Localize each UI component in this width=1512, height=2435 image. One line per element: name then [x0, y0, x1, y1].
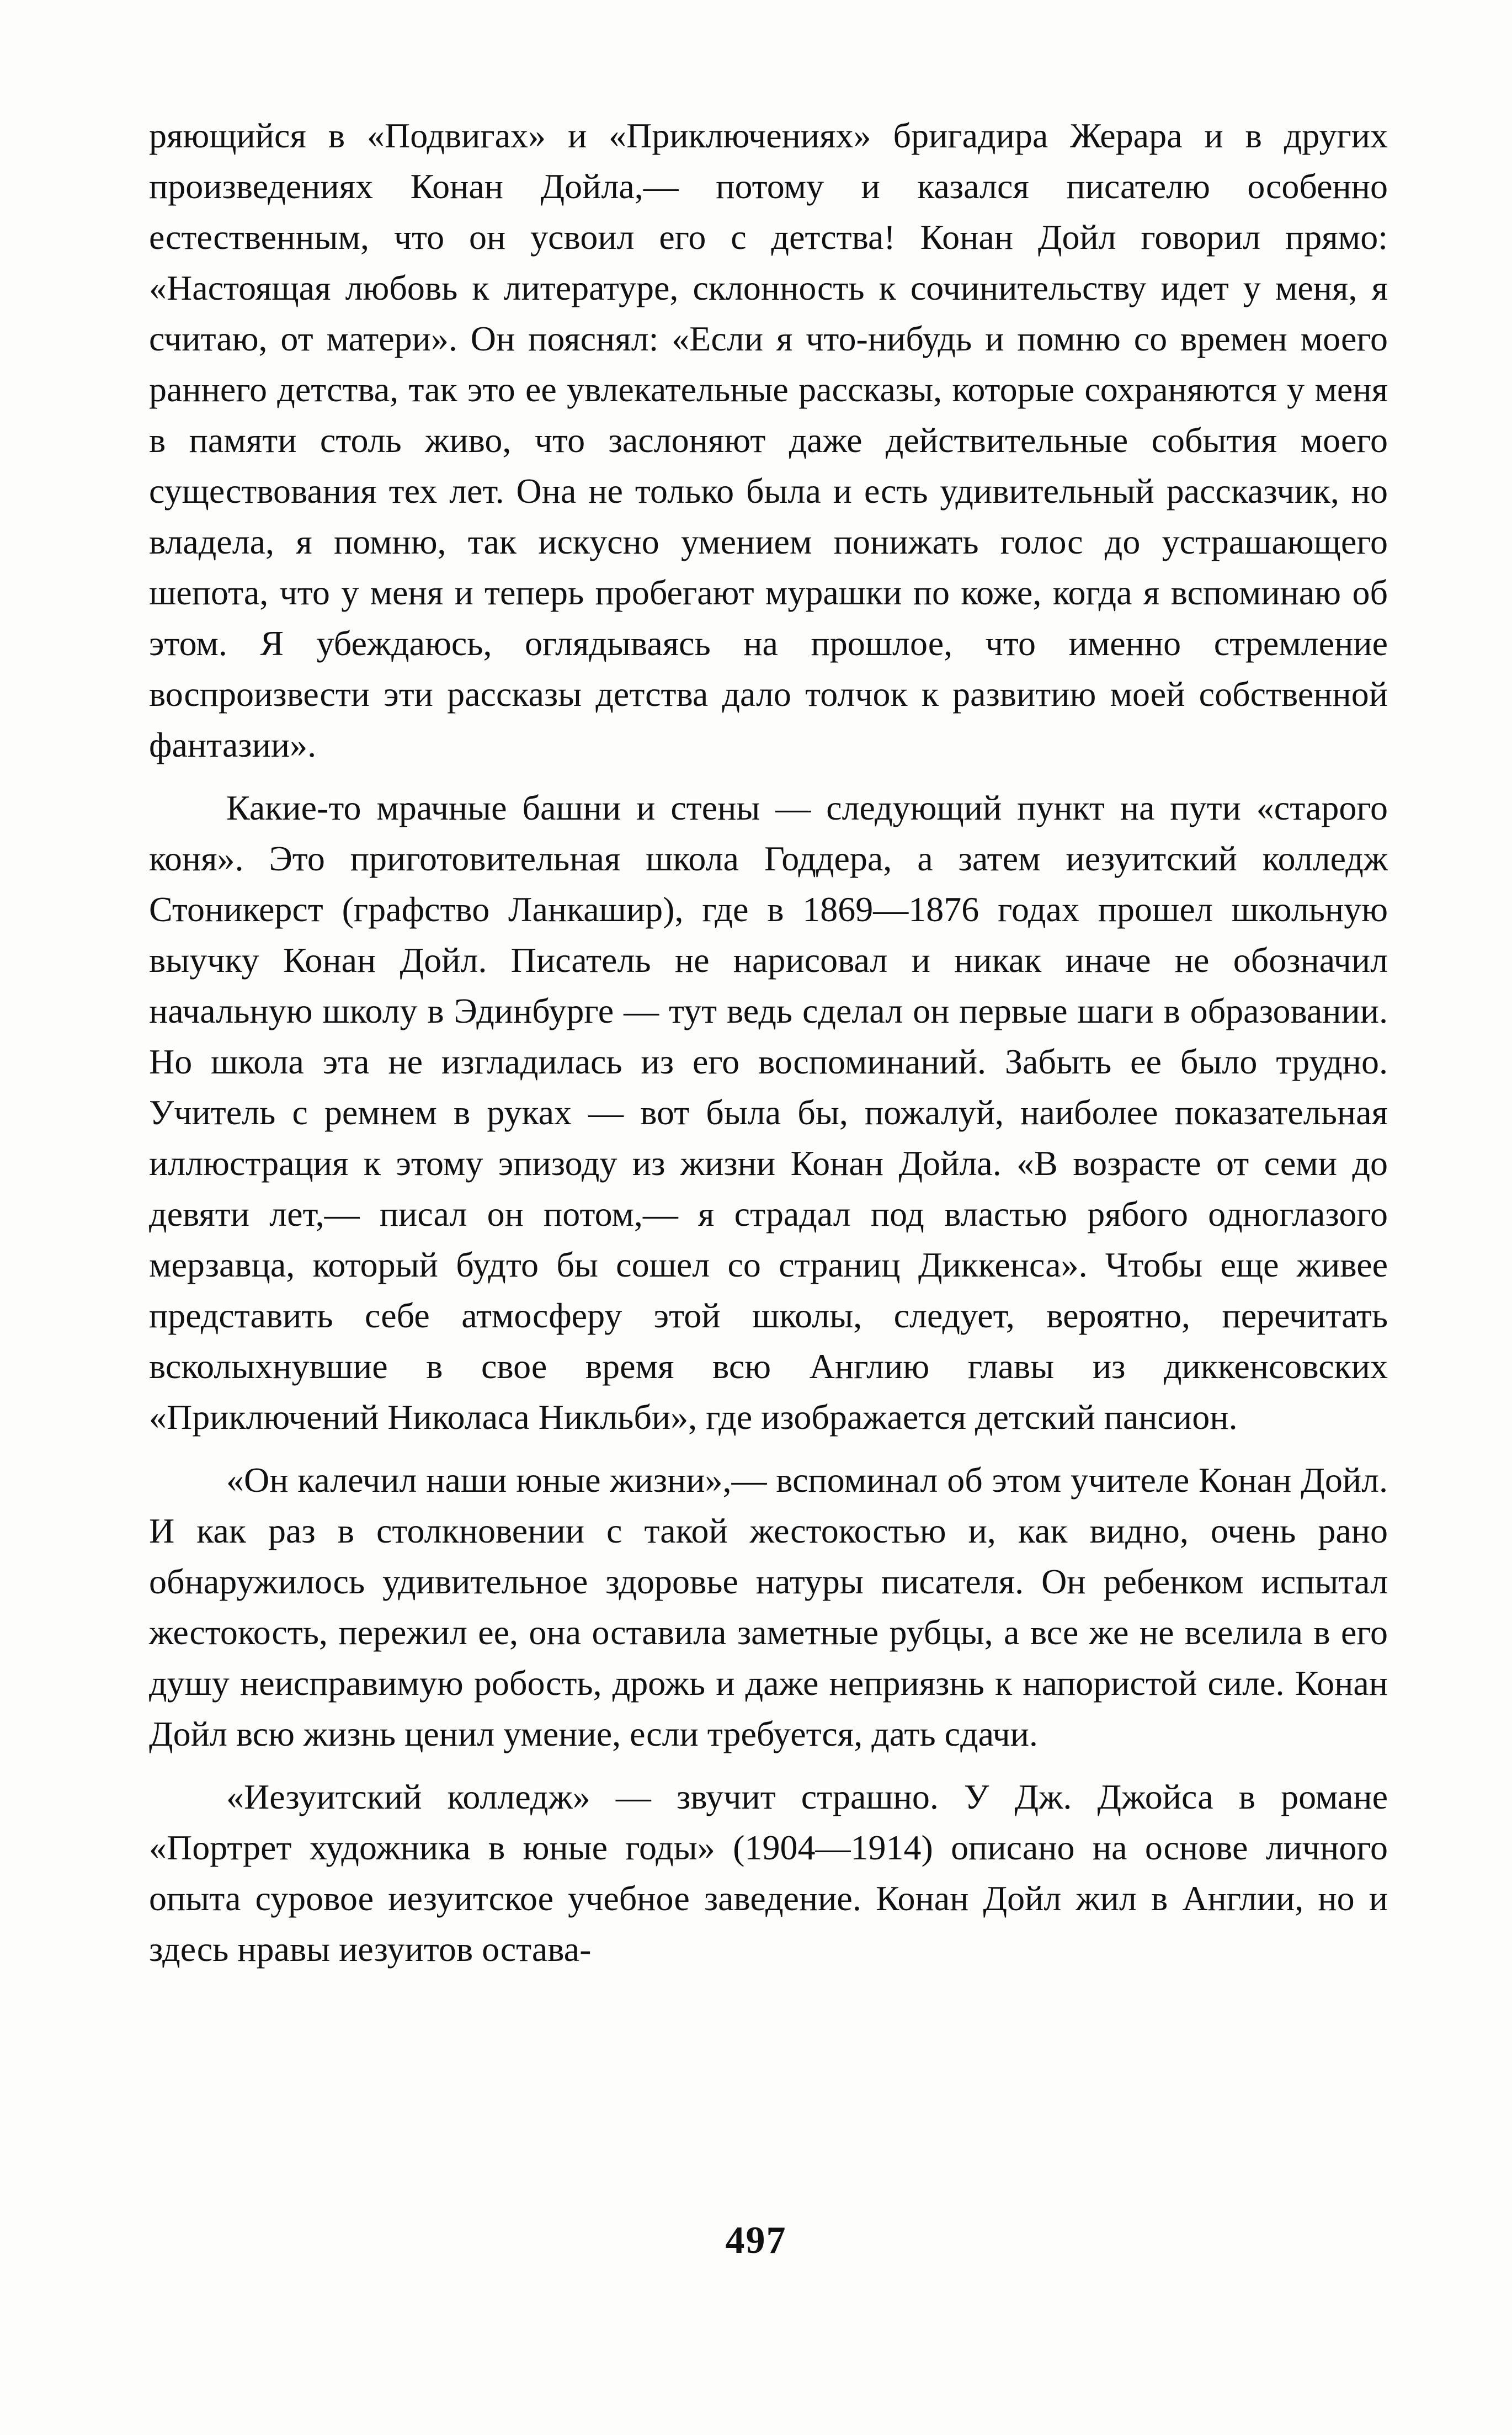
- paragraph-4: «Иезуитский колледж» — звучит страшно. У Дж. Джойса в романе «Портрет художника в юные годы» (1904—1914) описано на основе личного опыта суровое иезуитское учебное заведение. Конан Дойл жил в Англии, но и здесь нравы иезуитов остава-: [149, 1777, 1388, 1969]
- body-text: [149, 110, 1388, 1987]
- paragraph-1: ряющийся в «Подвигах» и «Приключениях» бригадира Жерара и в других произведениях Конан Дойла,— потому и казался писателю особенно естественным, что он усвоил его с детства! Конан Дойл говорил прямо: «Настоящая любовь к литературе, склонность к сочинительству идет у меня, я считаю, от матери». Он пояснял: «Если я что-нибудь и помню со времен моего раннего детства, так это ее увлекательные рассказы, которые сохраняются у меня в памяти столь живо, что заслоняют даже действительные события моего существования тех лет. Она не только была и есть удивительный рассказчик, но владела, я помню, так искусно умением понижать голос до устрашающего шепота, что у меня и теперь пробегают мурашки по коже, когда я вспоминаю об этом. Я убеждаюсь, оглядываясь на прошлое, что именно стремление воспроизвести эти рассказы детства дало толчок к развитию моей собственной фантазии».: [149, 116, 1388, 764]
- paragraph-3: «Он калечил наши юные жизни»,— вспоминал об этом учителе Конан Дойл. И как раз в столкновении с такой жестокостью и, как видно, очень рано обнаружилось удивительное здоровье натуры писателя. Он ребенком испытал жестокость, пережил ее, она оставила заметные рубцы, а все же не вселила в его душу неисправимую робость, дрожь и даже неприязнь к напористой силе. Конан Дойл всю жизнь ценил умение, если требуется, дать сдачи.: [149, 1460, 1388, 1753]
- page-number: 497: [725, 2219, 787, 2262]
- paragraph-2: Какие-то мрачные башни и стены — следующий пункт на пути «старого коня». Это приготовительная школа Годдера, а затем иезуитский колледж Стоникерст (графство Ланкашир), где в 1869—1876 годах прошел школьную выучку Конан Дойл. Писатель не нарисовал и никак иначе не обозначил начальную школу в Эдинбурге — тут ведь сделал он первые шаги в образовании. Но школа эта не изгладилась из его воспоминаний. Забыть ее было трудно. Учитель с ремнем в руках — вот была бы, пожалуй, наиболее показательная иллюстрация к этому эпизоду из жизни Конан Дойла. «В возрасте от семи до девяти лет,— писал он потом,— я страдал под властью рябого одноглазого мерзавца, который будто бы сошел со страниц Диккенса». Чтобы еще живее представить себе атмосферу этой школы, следует, вероятно, перечитать всколыхнувшие в свое время всю Англию главы из диккенсовских «Приключений Николаса Никльби», где изображается детский пансион.: [149, 788, 1388, 1437]
